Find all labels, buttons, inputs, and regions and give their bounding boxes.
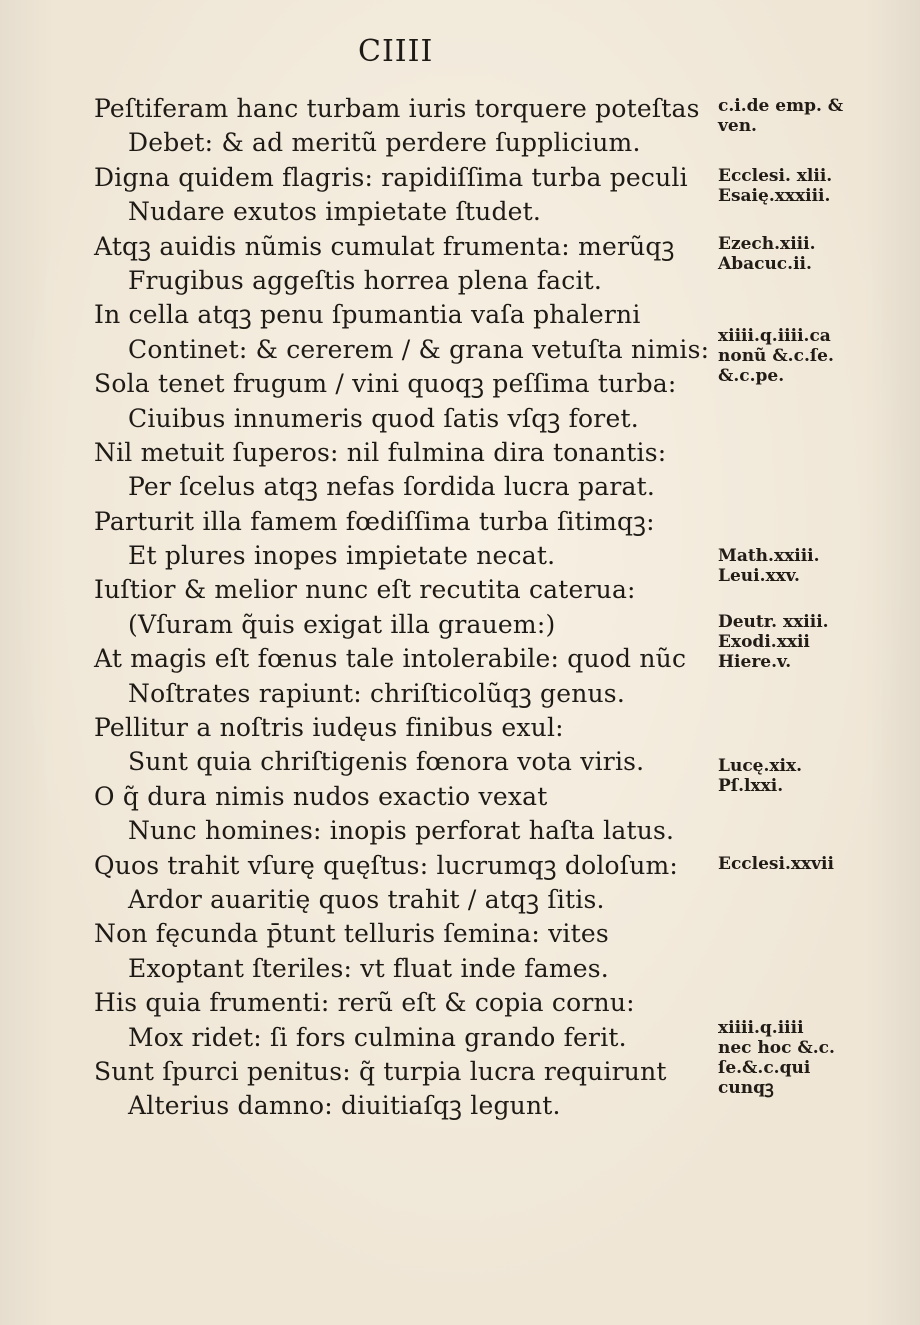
- gloss-line: Esaię.xxxiii.: [718, 186, 831, 206]
- verse-line: Nudare exutos impietate ſtudet.: [128, 197, 542, 227]
- verse-line: Sunt quia chriſtigenis fœnora vota viris.: [128, 747, 645, 777]
- verse-line: Nil metuit ſuperos: nil fulmina dira tonantis:: [94, 437, 667, 467]
- verse-line: Continet: & cererem / & grana vetuſta nimis:: [128, 334, 710, 364]
- verse-line: Atqꝫ auidis nũmis cumulat frumenta: merũqꝫ: [94, 231, 675, 261]
- verse-line: Parturit illa famem fœdiſſima turba ſitimqꝫ:: [94, 506, 655, 536]
- verse-line: Non fęcunda p̄tunt telluris ſemina: vites: [94, 919, 609, 949]
- gloss-line: Pſ.lxxi.: [718, 776, 784, 796]
- marginal-gloss: [718, 854, 908, 874]
- marginal-gloss: [718, 1018, 908, 1098]
- verse-line: Per ſcelus atqꝫ nefas ſordida lucra parat.: [128, 472, 655, 502]
- marginal-gloss: [718, 234, 908, 274]
- gloss-line: Leui.xxv.: [718, 566, 800, 586]
- gloss-line: ven.: [718, 116, 757, 136]
- verse-line: Pellitur a noſtris iudęus finibus exul:: [94, 713, 564, 743]
- verse-line: Exoptant ſteriles: vt fluat inde fames.: [128, 953, 609, 983]
- verse-text: [0, 92, 710, 1124]
- marginal-gloss: [718, 166, 908, 206]
- verse-line: Sunt ſpurci penitus: q̃ turpia lucra requirunt: [94, 1056, 667, 1086]
- gloss-line: cunqꝫ: [718, 1078, 774, 1098]
- marginal-gloss: [718, 756, 908, 796]
- gloss-line: xiiii.q.iiii: [718, 1018, 804, 1038]
- verse-line: Peſtiferam hanc turbam iuris torquere poteſtas: [94, 94, 700, 123]
- gloss-line: Ezech.xiii.: [718, 234, 816, 254]
- verse-line: Digna quidem flagris: rapidiſſima turba peculi: [94, 162, 688, 192]
- gloss-line: Ecclesi. xlii.: [718, 166, 833, 186]
- gloss-line: c.i.de emp. &: [718, 96, 844, 116]
- verse-line: Iuſtior & melior nunc eſt recutita caterua:: [94, 575, 636, 605]
- gloss-line: Deutr. xxiii.: [718, 612, 829, 632]
- gloss-line: Exodi.xxii: [718, 632, 810, 652]
- verse-line: Noſtrates rapiunt: chriſticolũqꝫ genus.: [128, 678, 625, 708]
- gloss-line: Lucę.xix.: [718, 756, 803, 776]
- verse-line: At magis eſt fœnus tale intolerabile: quod nũc: [94, 644, 687, 674]
- verse-line: Sola tenet frugum / vini quoqꝫ peſſima turba:: [94, 369, 677, 399]
- marginal-gloss: [718, 612, 908, 672]
- verse-line: In cella atqꝫ penu ſpumantia vaſa phalerni: [94, 300, 641, 330]
- verse-line: Debet: & ad meritũ perdere ſupplicium.: [128, 128, 641, 158]
- marginal-gloss: [718, 326, 908, 386]
- verse-line: Et plures inopes impietate necat.: [128, 541, 556, 571]
- gloss-line: Hiere.v.: [718, 652, 792, 672]
- gloss-line: ſe.&.c.qui: [718, 1058, 811, 1078]
- gloss-line: Abacuc.ii.: [718, 254, 812, 274]
- folio-number: CIIII: [358, 34, 434, 69]
- verse-line: His quia frumenti: rerũ eſt & copia cornu:: [94, 988, 635, 1018]
- verse-line: (Vſuram q̃uis exigat illa grauem:): [128, 609, 556, 639]
- verse-line: Ardor auaritię quos trahit / atqꝫ ſitis.: [128, 884, 605, 914]
- verse-line: Frugibus aggeſtis horrea plena facit.: [128, 265, 603, 295]
- verse-line: Nunc homines: inopis perforat haſta latus.: [128, 816, 675, 846]
- verse-line: O q̃ dura nimis nudos exactio vexat: [94, 781, 548, 811]
- verse-line: Quos trahit vſurę quęſtus: lucrumqꝫ doloſum:: [94, 850, 679, 880]
- verse-line: Alterius damno: diuitiaſqꝫ legunt.: [128, 1091, 561, 1121]
- gloss-line: Math.xxiii.: [718, 546, 820, 566]
- gloss-line: xiiii.q.iiii.ca: [718, 326, 831, 346]
- gloss-line: nonũ &.c.ſe.: [718, 346, 834, 366]
- verse-line: Ciuibus innumeris quod ſatis vſqꝫ foret.: [128, 403, 639, 433]
- marginal-gloss: [718, 96, 908, 136]
- gloss-line: Ecclesi.xxvii: [718, 854, 834, 874]
- verse-line: Mox ridet: ſi fors culmina grando ferit.: [128, 1022, 627, 1052]
- marginal-gloss: [718, 546, 908, 586]
- gloss-line: &.c.pe.: [718, 366, 785, 386]
- gloss-line: nec hoc &.c.: [718, 1038, 835, 1058]
